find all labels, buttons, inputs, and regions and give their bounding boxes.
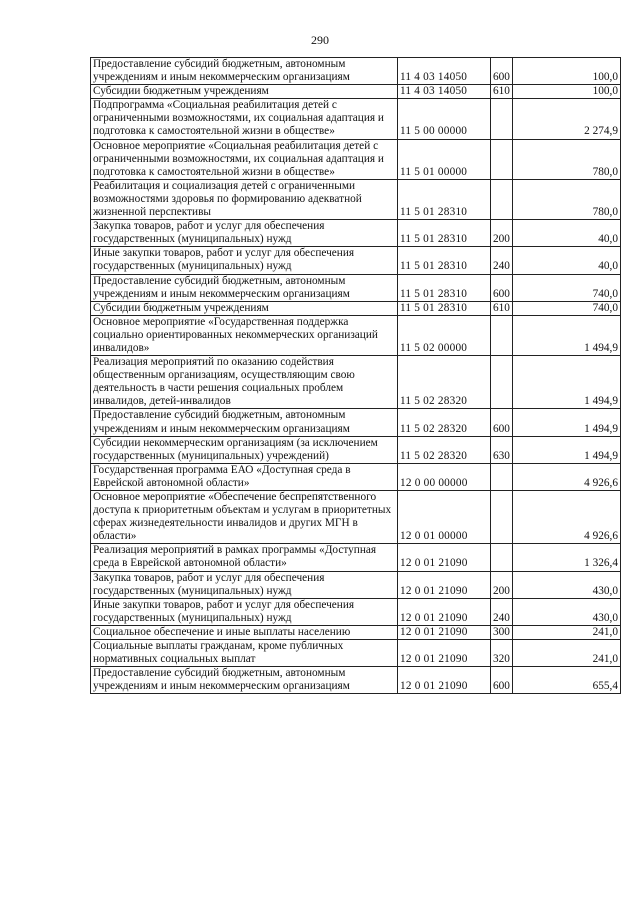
row-name-cell: Закупка товаров, работ и услуг для обеспечения государственных (муниципальных) нужд	[91, 571, 398, 598]
table-row	[91, 220, 621, 247]
table-row	[91, 247, 621, 274]
row-sum-cell: 1 494,9	[513, 436, 621, 463]
table-row	[91, 667, 621, 694]
row-expense-type-cell	[491, 463, 513, 490]
row-expense-type-cell: 200	[491, 571, 513, 598]
row-name-cell: Социальное обеспечение и иные выплаты населению	[91, 625, 398, 639]
row-expense-type-cell: 630	[491, 436, 513, 463]
row-code-cell: 12 0 01 00000	[398, 491, 491, 544]
row-expense-type-cell	[491, 139, 513, 179]
row-expense-type-cell: 240	[491, 598, 513, 625]
table-row	[91, 99, 621, 139]
row-code-cell: 11 5 00 00000	[398, 99, 491, 139]
table-row	[91, 85, 621, 99]
table-row	[91, 491, 621, 544]
row-sum-cell: 1 494,9	[513, 409, 621, 436]
row-code-cell: 12 0 01 21090	[398, 640, 491, 667]
row-sum-cell: 2 274,9	[513, 99, 621, 139]
row-code-cell: 12 0 01 21090	[398, 667, 491, 694]
row-name-cell: Государственная программа ЕАО «Доступная среда в Еврейской автономной области»	[91, 463, 398, 490]
budget-table-body	[91, 58, 621, 694]
row-name-cell: Субсидии некоммерческим организациям (за исключением государственных (муниципальных) учреждений)	[91, 436, 398, 463]
row-sum-cell: 430,0	[513, 598, 621, 625]
row-code-cell: 11 5 01 28310	[398, 274, 491, 301]
row-name-cell: Реабилитация и социализация детей с ограниченными возможностями здоровья по формированию адекватной жизненной перспективы	[91, 179, 398, 219]
row-expense-type-cell: 320	[491, 640, 513, 667]
row-sum-cell: 430,0	[513, 571, 621, 598]
row-code-cell: 12 0 01 21090	[398, 625, 491, 639]
row-sum-cell: 40,0	[513, 247, 621, 274]
budget-table	[90, 57, 621, 694]
table-row	[91, 436, 621, 463]
table-row	[91, 58, 621, 85]
table-row	[91, 544, 621, 571]
table-row	[91, 139, 621, 179]
row-expense-type-cell	[491, 356, 513, 409]
row-expense-type-cell: 600	[491, 58, 513, 85]
table-row	[91, 625, 621, 639]
row-expense-type-cell: 300	[491, 625, 513, 639]
row-name-cell: Закупка товаров, работ и услуг для обеспечения государственных (муниципальных) нужд	[91, 220, 398, 247]
row-name-cell: Предоставление субсидий бюджетным, автономным учреждениям и иным некоммерческим организациям	[91, 274, 398, 301]
row-sum-cell: 1 326,4	[513, 544, 621, 571]
row-code-cell: 11 5 01 28310	[398, 301, 491, 315]
row-sum-cell: 241,0	[513, 640, 621, 667]
row-code-cell: 11 5 02 28320	[398, 436, 491, 463]
table-row	[91, 598, 621, 625]
table-row	[91, 179, 621, 219]
table-row	[91, 315, 621, 355]
row-name-cell: Основное мероприятие «Социальная реабилитация детей с ограниченными возможностями, их социальная адаптация и подготовка к самостоятельной жизни в обществе»	[91, 139, 398, 179]
row-name-cell: Субсидии бюджетным учреждениям	[91, 301, 398, 315]
row-name-cell: Реализация мероприятий по оказанию содействия общественным организациям, осуществляющим свою деятельность в части решения социальных проблем инвалидов, детей-инвалидов	[91, 356, 398, 409]
row-name-cell: Основное мероприятие «Государственная поддержка социально ориентированных некоммерческих организаций инвалидов»	[91, 315, 398, 355]
row-code-cell: 11 4 03 14050	[398, 85, 491, 99]
row-code-cell: 11 5 02 28320	[398, 356, 491, 409]
row-expense-type-cell: 200	[491, 220, 513, 247]
row-expense-type-cell: 600	[491, 667, 513, 694]
row-code-cell: 11 5 02 28320	[398, 409, 491, 436]
row-sum-cell: 1 494,9	[513, 315, 621, 355]
row-name-cell: Предоставление субсидий бюджетным, автономным учреждениям и иным некоммерческим организациям	[91, 409, 398, 436]
row-name-cell: Социальные выплаты гражданам, кроме публичных нормативных социальных выплат	[91, 640, 398, 667]
row-expense-type-cell	[491, 99, 513, 139]
row-sum-cell: 740,0	[513, 274, 621, 301]
row-name-cell: Предоставление субсидий бюджетным, автономным учреждениям и иным некоммерческим организациям	[91, 667, 398, 694]
row-sum-cell: 241,0	[513, 625, 621, 639]
row-sum-cell: 4 926,6	[513, 463, 621, 490]
page-number: 290	[311, 33, 329, 47]
row-expense-type-cell: 610	[491, 85, 513, 99]
row-sum-cell: 4 926,6	[513, 491, 621, 544]
row-expense-type-cell	[491, 544, 513, 571]
row-name-cell: Иные закупки товаров, работ и услуг для обеспечения государственных (муниципальных) нужд	[91, 247, 398, 274]
row-expense-type-cell: 600	[491, 409, 513, 436]
row-code-cell: 12 0 00 00000	[398, 463, 491, 490]
row-name-cell: Подпрограмма «Социальная реабилитация детей с ограниченными возможностями, их социальная адаптация и подготовка к самостоятельной жизни в обществе»	[91, 99, 398, 139]
row-expense-type-cell: 240	[491, 247, 513, 274]
row-name-cell: Иные закупки товаров, работ и услуг для обеспечения государственных (муниципальных) нужд	[91, 598, 398, 625]
table-row	[91, 356, 621, 409]
row-name-cell: Реализация мероприятий в рамках программы «Доступная среда в Еврейской автономной области»	[91, 544, 398, 571]
row-sum-cell: 655,4	[513, 667, 621, 694]
row-sum-cell: 40,0	[513, 220, 621, 247]
row-code-cell: 12 0 01 21090	[398, 598, 491, 625]
row-expense-type-cell	[491, 179, 513, 219]
row-name-cell: Основное мероприятие «Обеспечение беспрепятственного доступа к приоритетным объектам и услугам в приоритетных сферах жизнедеятельности инвалидов и других МГН в области»	[91, 491, 398, 544]
row-sum-cell: 100,0	[513, 85, 621, 99]
row-sum-cell: 780,0	[513, 139, 621, 179]
row-sum-cell: 740,0	[513, 301, 621, 315]
row-code-cell: 11 5 01 28310	[398, 220, 491, 247]
table-row	[91, 571, 621, 598]
row-expense-type-cell: 600	[491, 274, 513, 301]
table-row	[91, 640, 621, 667]
row-code-cell: 11 5 02 00000	[398, 315, 491, 355]
row-code-cell: 11 4 03 14050	[398, 58, 491, 85]
table-row	[91, 409, 621, 436]
row-name-cell: Субсидии бюджетным учреждениям	[91, 85, 398, 99]
row-sum-cell: 780,0	[513, 179, 621, 219]
row-code-cell: 11 5 01 28310	[398, 179, 491, 219]
table-row	[91, 463, 621, 490]
row-expense-type-cell	[491, 315, 513, 355]
row-code-cell: 11 5 01 28310	[398, 247, 491, 274]
row-code-cell: 12 0 01 21090	[398, 571, 491, 598]
table-row	[91, 301, 621, 315]
row-expense-type-cell: 610	[491, 301, 513, 315]
row-code-cell: 11 5 01 00000	[398, 139, 491, 179]
row-expense-type-cell	[491, 491, 513, 544]
row-sum-cell: 1 494,9	[513, 356, 621, 409]
row-sum-cell: 100,0	[513, 58, 621, 85]
table-row	[91, 274, 621, 301]
row-code-cell: 12 0 01 21090	[398, 544, 491, 571]
row-name-cell: Предоставление субсидий бюджетным, автономным учреждениям и иным некоммерческим организациям	[91, 58, 398, 85]
